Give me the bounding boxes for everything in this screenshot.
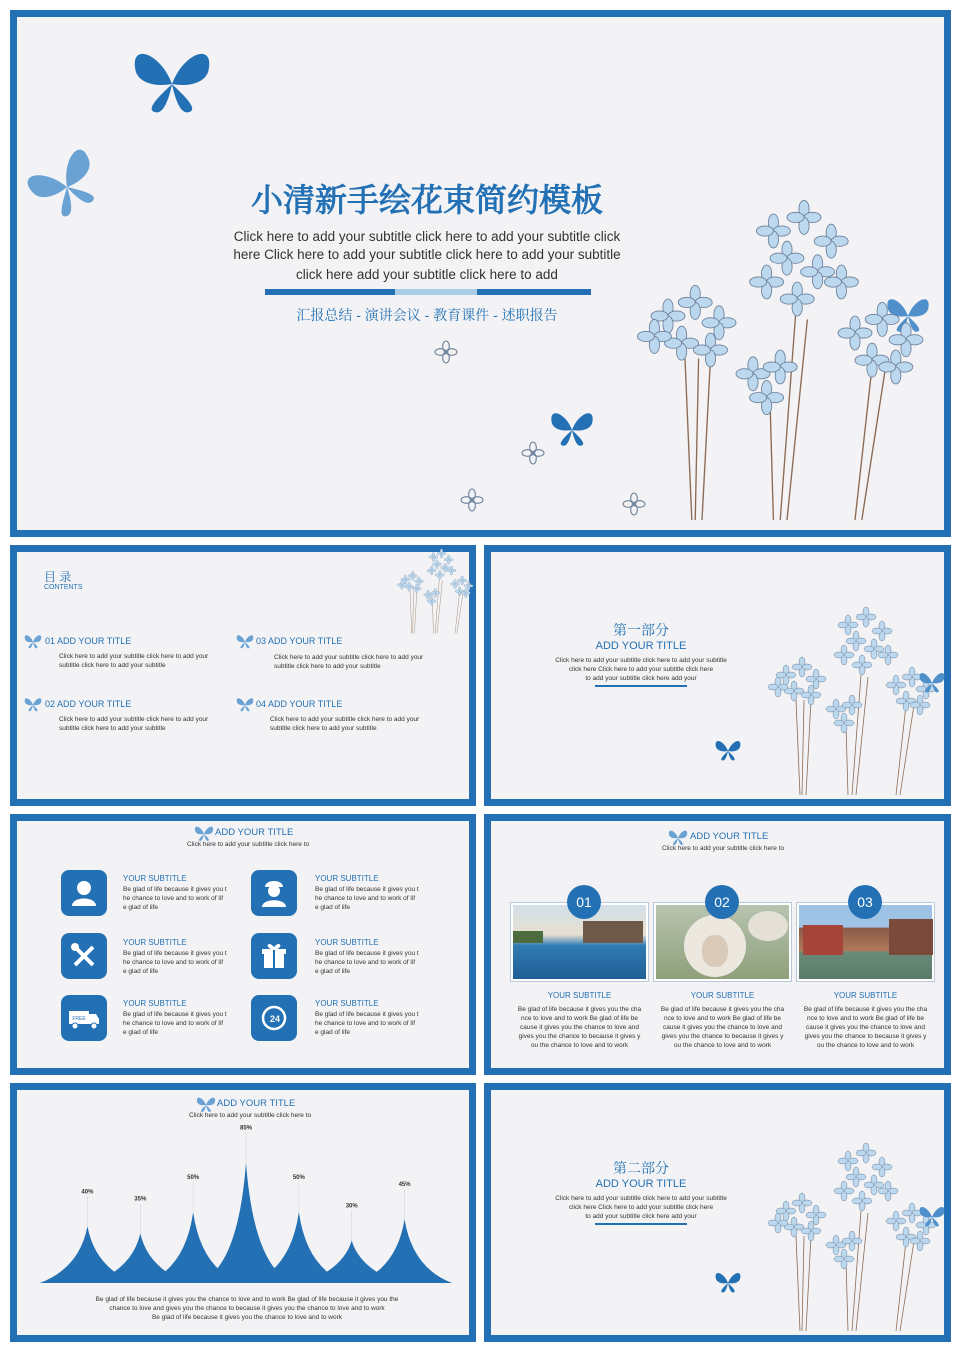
clock-24-icon-box xyxy=(251,995,297,1041)
cover-subtitle-line: click here add your subtitle click here to add xyxy=(296,267,558,282)
divider xyxy=(595,1223,687,1225)
photos-slide xyxy=(484,814,951,1075)
butterfly-icon xyxy=(917,1202,947,1232)
chart-footer: Be glad of life because it gives you the chance to love and to work Be glad of life because it gives you the chance to love and gives you the chance to because it gives you the chance to love and to work Be glad of life because it gives you the chance to love and to work xyxy=(95,1296,399,1321)
chart-data-label: 45% xyxy=(398,1182,411,1189)
step-badge: 03 xyxy=(848,885,882,919)
clock-24-icon xyxy=(251,995,297,1041)
section1-subtitle: ADD YOUR TITLE xyxy=(595,640,687,652)
chart-data-label: 30% xyxy=(345,1203,358,1210)
contents-item-desc: Click here to add your subtitle click here to add your subtitle click here to add your subtitle xyxy=(59,716,209,732)
butterfly-icon xyxy=(235,632,255,652)
cover-tags: 汇报总结 - 演讲会议 - 教育课件 - 述职报告 xyxy=(296,307,558,323)
truck-icon xyxy=(61,995,107,1041)
chart-data-label: 50% xyxy=(292,1175,305,1182)
photo-text: Be glad of life because it gives you the cha nce to love and to work Be glad of life be cause it gives you the chance to love and gives you the chance to because it gives y ou the chance to love and to work xyxy=(803,1006,928,1049)
worker-icon-box xyxy=(251,870,297,916)
tools-icon xyxy=(61,933,107,979)
photos-subtitle: Click here to add your subtitle click here to xyxy=(662,845,785,852)
contents-item-desc: Click here to add your subtitle click here to add your subtitle click here to add your subtitle xyxy=(59,653,209,669)
chart-data-label: 40% xyxy=(81,1189,94,1196)
truck-icon-box xyxy=(61,995,107,1041)
contents-item-desc: Click here to add your subtitle click here to add your subtitle click here to add your subtitle xyxy=(270,716,420,732)
icons-subtitle: Click here to add your subtitle click here to xyxy=(187,841,310,848)
bouquet-illustration xyxy=(617,197,957,537)
section2-slide xyxy=(484,1083,951,1342)
contents-slide xyxy=(10,545,476,806)
contents-item-desc: Click here to add your subtitle click here to add your subtitle click here to add your subtitle xyxy=(274,654,424,670)
cover-subtitle-line: Click here to add your subtitle click here to add your subtitle click xyxy=(233,229,621,244)
contents-item-title[interactable]: 03 ADD YOUR TITLE xyxy=(256,636,343,646)
petal-icon xyxy=(435,341,457,363)
worker-icon xyxy=(251,870,297,916)
chart-data-label: 50% xyxy=(187,1175,200,1182)
butterfly-icon xyxy=(27,147,107,227)
gift-icon-box xyxy=(251,933,297,979)
divider xyxy=(595,685,687,687)
icons-slide xyxy=(10,814,476,1075)
icon-item-desc: Be glad of life because it gives you t he chance to love and to work of lif e glad of life xyxy=(123,950,227,975)
icon-item-title: YOUR SUBTITLE xyxy=(315,999,379,1008)
butterfly-icon xyxy=(713,1268,743,1298)
icon-item-title: YOUR SUBTITLE xyxy=(123,938,187,947)
contents-item-title[interactable]: 04 ADD YOUR TITLE xyxy=(256,699,343,709)
contents-heading-en: CONTENTS xyxy=(44,584,83,591)
chart-title: ADD YOUR TITLE xyxy=(217,1098,296,1109)
gift-icon xyxy=(251,933,297,979)
icon-item-title: YOUR SUBTITLE xyxy=(123,874,187,883)
icon-item-title: YOUR SUBTITLE xyxy=(315,938,379,947)
icon-item-desc: Be glad of life because it gives you t he chance to love and to work of lif e glad of life xyxy=(123,886,227,911)
svg-text:FREE: FREE xyxy=(72,1016,86,1022)
user-icon-box xyxy=(61,870,107,916)
butterfly-icon xyxy=(235,695,255,715)
photo-text: Be glad of life because it gives you the cha nce to love and to work Be glad of life be cause it gives you the chance to love and gives you the chance to because it gives y ou the chance to love and to work xyxy=(660,1006,785,1049)
section1-text: Click here to add your subtitle click here to add your subtitle click here Click here to add your subtitle click here to add your subtitle click here add your xyxy=(555,657,727,682)
petal-icon xyxy=(623,493,645,515)
petal-icon xyxy=(461,489,483,511)
chart-slide xyxy=(10,1083,476,1342)
photo-text: Be glad of life because it gives you the cha nce to love and to work Be glad of life be cause it gives you the chance to love and gives you the chance to because it gives y ou the chance to love and to work xyxy=(517,1006,642,1049)
bouquet-illustration xyxy=(756,600,956,810)
section2-subtitle: ADD YOUR TITLE xyxy=(595,1178,687,1190)
butterfly-icon xyxy=(23,695,43,715)
cover-title: 小清新手绘花束简约模板 xyxy=(250,182,603,218)
contents-item-title[interactable]: 02 ADD YOUR TITLE xyxy=(45,699,132,709)
cover-slide xyxy=(10,10,951,537)
icons-title: ADD YOUR TITLE xyxy=(215,827,294,838)
bouquet-illustration xyxy=(392,548,482,638)
icon-item-desc: Be glad of life because it gives you t he chance to love and to work of lif e glad of life xyxy=(315,950,419,975)
section1-slide xyxy=(484,545,951,806)
section2-title: 第二部分 xyxy=(613,1160,669,1176)
icon-item-title: YOUR SUBTITLE xyxy=(315,874,379,883)
icon-item-desc: Be glad of life because it gives you t he chance to love and to work of lif e glad of life xyxy=(315,886,419,911)
photo-subtitle: YOUR SUBTITLE xyxy=(547,991,612,1000)
bouquet-illustration xyxy=(756,1136,956,1346)
step-badge: 01 xyxy=(567,885,601,919)
cover-subtitle xyxy=(197,228,657,284)
user-icon xyxy=(61,870,107,916)
butterfly-icon xyxy=(547,405,597,455)
photo-subtitle: YOUR SUBTITLE xyxy=(690,991,755,1000)
section2-text: Click here to add your subtitle click here to add your subtitle click here Click here to add your subtitle click here to add your subtitle click here add your xyxy=(555,1195,727,1220)
butterfly-icon xyxy=(713,736,743,766)
chart-data-label: 85% xyxy=(239,1125,253,1132)
icon-item-desc: Be glad of life because it gives you t he chance to love and to work of lif e glad of life xyxy=(315,1011,419,1036)
butterfly-icon xyxy=(917,668,947,698)
svg-text:24: 24 xyxy=(269,1014,281,1024)
divider xyxy=(265,289,591,295)
contents-item-title[interactable]: 01 ADD YOUR TITLE xyxy=(45,636,132,646)
step-badge: 02 xyxy=(705,885,739,919)
section1-title: 第一部分 xyxy=(613,622,669,638)
icon-item-desc: Be glad of life because it gives you t he chance to love and to work of lif e glad of life xyxy=(123,1011,227,1036)
butterfly-icon xyxy=(127,39,217,129)
photo-subtitle: YOUR SUBTITLE xyxy=(833,991,898,1000)
contents-heading: 目 录 xyxy=(44,570,72,584)
petal-icon xyxy=(522,442,544,464)
chart-subtitle: Click here to add your subtitle click here to xyxy=(189,1112,312,1119)
photos-title: ADD YOUR TITLE xyxy=(690,831,769,842)
cover-subtitle-line: here Click here to add your subtitle click here to add your subtitle xyxy=(233,247,621,262)
butterfly-icon xyxy=(23,632,43,652)
tools-icon-box xyxy=(61,933,107,979)
area-chart xyxy=(61,1125,431,1298)
chart-data-label: 35% xyxy=(134,1196,147,1203)
icon-item-title: YOUR SUBTITLE xyxy=(123,999,187,1008)
